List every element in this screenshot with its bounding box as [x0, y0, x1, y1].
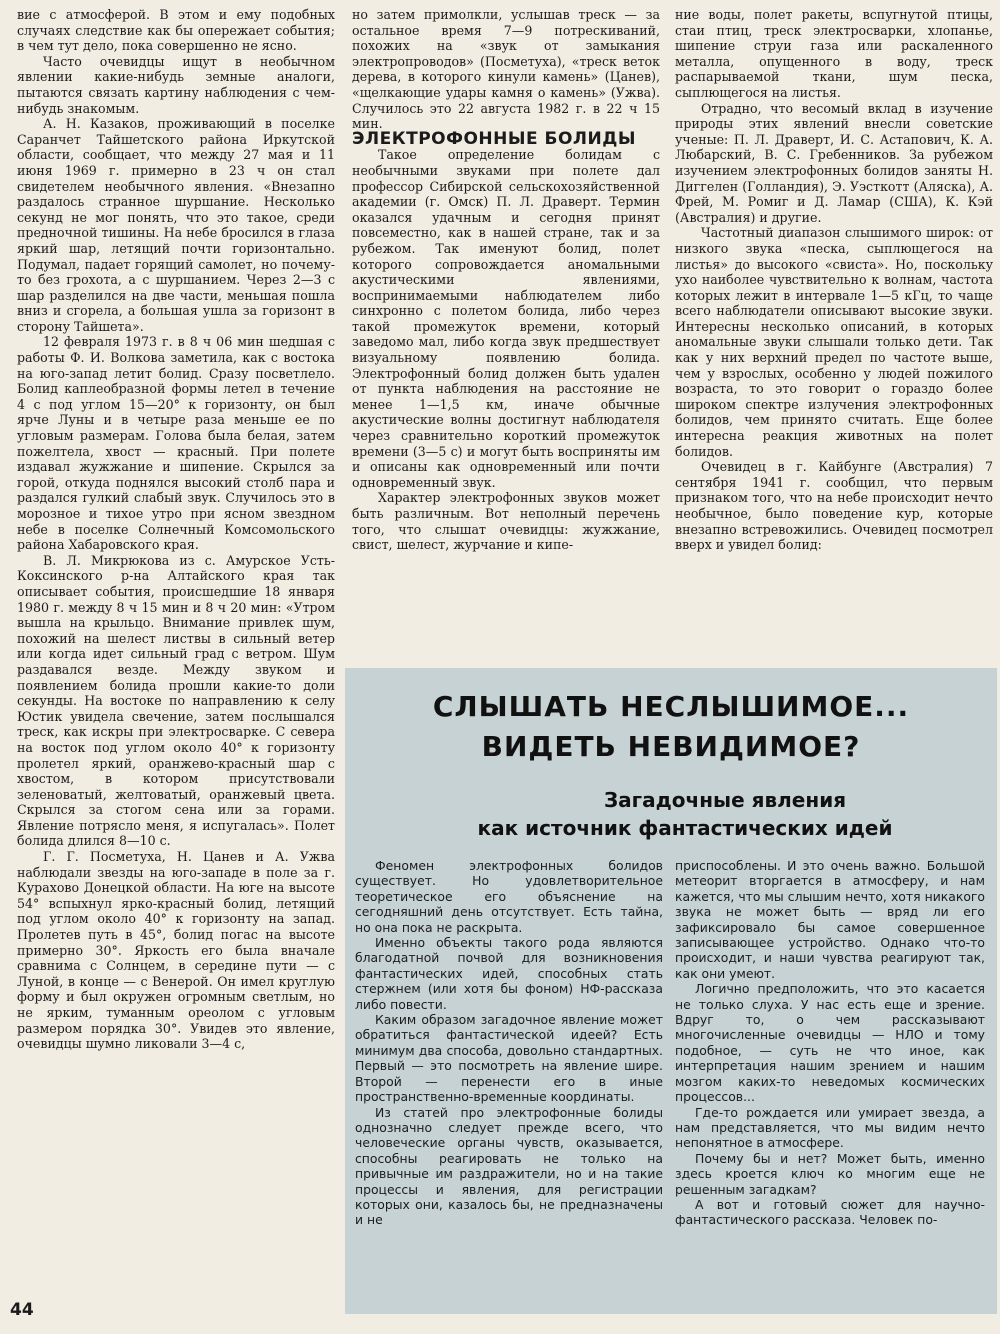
paragraph: Каким образом загадочное явление может обратиться фантастической идеей? Есть минимум два способа, довольно стандартных. Первый — это посмотреть на явление шире. Второй — перенести его в иные пространственно-временные координаты. [355, 1012, 663, 1105]
article-column-2 [352, 7, 660, 657]
paragraph: Отрадно, что весомый вклад в изучение природы этих явлений внесли советские ученые: П. Л. Драверт, И. С. Астапович, К. А. Любарский, В. С. Гребенников. За рубежом изучением электрофонных болидов заняты Н. Диггелен (Голландия), Э. Уэсткотт (Аляска), А. Фрей, М. Ромиг и Д. Ламар (США), К. Кэй (Австралия) и другие. [675, 100, 993, 225]
paragraph: Характер электрофонных звуков может быть различным. Вот неполный перечень того, что слышат очевидцы: жужжание, свист, шелест, журчание и кипе- [352, 490, 660, 553]
paragraph: А вот и готовый сюжет для научно-фантастического рассказа. Человек по- [675, 1196, 985, 1228]
sidebar-title: СЛЫШАТЬ НЕСЛЫШИМОЕ... [432, 690, 910, 723]
sidebar-box [345, 668, 997, 1314]
paragraph: Очевидец в г. Кайбунге (Австралия) 7 сентября 1941 г. сообщил, что первым признаком того, что на небе происходит нечто необычное, было поведение кур, которые внезапно встревожились. Очевидец посмотрел вверх и увидел болид: [675, 459, 993, 553]
paragraph: Такое определение болидам с необычными звуками при полете дал профессор Сибирской сельскохозяйственной академии (г. Омск) П. Л. Драверт. Термин оказался удачным и сегодня принят повсеместно, как в нашей стране, так и за рубежом. Так именуют болид, полет которого сопровождается аномальными акустическими явлениями, воспринимаемыми наблюдателем либо синхронно с полетом болида, либо через такой промежуток времени, который заведомо мал, либо когда звук предшествует визуальному появлению болида. Электрофонный болид должен быть удален от пункта наблюдения на расстояние не менее 1—1,5 км, иначе обычные акустические волны достигнут наблюдателя через сравнительно короткий промежуток времени (3—5 с) и могут быть восприняты им и описаны как одновременный или почти одновременный звук. [352, 147, 660, 490]
paragraph: Логично предположить, что это касается не только слуха. У нас есть еще и зрение. Вдруг то, о чем рассказывают многочисленные очевидцы — НЛО и тому подобное, — суть не что иное, как интерпретация нашим зрением и нашим мозгом каких-то неведомых космических процессов... [675, 981, 985, 1105]
paragraph: Почему бы и нет? Может быть, именно здесь кроется ключ ко многим еще не решенным загадкам? [675, 1150, 985, 1197]
paragraph: Часто очевидцы ищут в необычном явлении какие-нибудь земные аналоги, пытаются связать картину наблюдения с чем-нибудь знакомым. [17, 53, 335, 116]
article-column-3 [675, 7, 993, 657]
sidebar-column-2 [675, 858, 985, 1308]
paragraph: В. Л. Микрюкова из с. Амурское Усть-Коксинского р-на Алтайского края так описывает события, происшедшие 18 января 1980 г. между 8 ч 15 мин и 8 ч 20 мин: «Утром вышла на крыльцо. Внимание привлек шум, похожий на шелест листвы в сильный ветер или когда идет сильный град с ветром. Шум раздавался везде. Между звуком и появлением болида прошли какие-то доли секунды. На востоке по направлению к селу Юстик увидела свечение, затем послышался треск, как искры при электросварке. С севера на восток под углом около 40° к горизонту пролетел яркий, оранжево-красный шар с хвостом, в котором присутствовали зеленоватый, желтоватый, оранжевый цвета. Скрылся за стогом сена или за горами. Явление потрясло меня, я испугалась». Полет болида длился 8—10 с. [17, 552, 335, 849]
paragraph: вие с атмосферой. В этом и ему подобных случаях следствие как бы опережает события; в чем тут дело, пока совершенно не ясно. [17, 7, 335, 54]
paragraph: 12 февраля 1973 г. в 8 ч 06 мин шедшая с работы Ф. И. Волкова заметила, как с востока на юго-запад летит болид. Сразу посветлело. Болид каплеобразной формы летел в течение 4 с под углом 15—20° к горизонту, он был ярче Луны и в четыре раза меньше ее по угловым размерам. Голова была белая, затем пожелтела, хвост — красный. При полете издавал жужжание и шипение. Скрылся за горой, откуда поднялся высокий столб пара и раздался гулкий слабый звук. Случилось это в морозное и тихое утро при ясном звездном небе в поселке Солнечный Комсомольского района Хабаровского края. [17, 334, 335, 553]
article-column-1 [17, 7, 335, 1297]
sidebar-title: ВИДЕТЬ НЕВИДИМОЕ? [481, 730, 861, 763]
paragraph: Феномен электрофонных болидов существует. Но удовлетворительное теоретическое его объяснение на сегодняшний день отсутствует. Есть тайна, но она пока не раскрыта. [355, 858, 663, 935]
sidebar-subtitle: как источник фантастических идей [477, 816, 893, 840]
paragraph: Г. Г. Посметуха, Н. Цанев и А. Ужва наблюдали звезды на юго-западе в поле за г. Курахово Донецкой области. На юге на высоте 54° вспыхнул ярко-красный болид, летящий под углом около 40° к горизонту на запад. Пролетев путь в 45°, болид погас на высоте примерно 30°. Яркость его была вначале сравнима с Солнцем, в середине пути — с Луной, в конце — с Венерой. Он имел круглую форму и был окружен огромным светлым, но не ярким, туманным ореолом с угловым размером порядка 30°. Увидев это явление, очевидцы шумно ликовали 3—4 с, [17, 849, 335, 1052]
paragraph: ние воды, полет ракеты, вспугнутой птицы, стаи птиц, треск электросварки, хлопанье, шипение струи газа или раскаленного металла, опущенного в воду, треск распарываемой ткани, шум песка, сыплющегося на листья. [675, 7, 993, 100]
paragraph: Именно объекты такого рода являются благодатной почвой для возникновения фантастических идей, способных стать стержнем (или хотя бы фоном) НФ-рассказа либо повести. [355, 935, 663, 1012]
paragraph: Частотный диапазон слышимого широк: от низкого звука «песка, сыплющегося на листья» до высокого «свиста». Но, поскольку ухо наиболее чувствительно к волнам, частота которых лежит в интервале 1—5 кГц, то чаще всего наблюдатели описывают высокие звуки. Интересны несколько описаний, в которых аномальные звуки слышали только дети. Так как у них верхний предел по частоте выше, чем у взрослых, особенно у людей пожилого возраста, то это говорит о гораздо более широком спектре излучения электрофонных болидов, чем принято считать. Еще более интересна реакция животных на полет болидов. [675, 225, 993, 459]
sidebar-column-1 [355, 858, 663, 1308]
sidebar-subtitle: Загадочные явления [603, 788, 847, 812]
paragraph: Из статей про электрофонные болиды однозначно следует прежде всего, что человеческие органы чувств, оказывается, способны реагировать не только на привычные им раздражители, но и на такие процессы и явления, для регистрации которых они, казалось бы, не предназначены и не [355, 1104, 663, 1228]
section-heading: ЭЛЕКТРОФОННЫЕ БОЛИДЫ [352, 128, 637, 149]
paragraph: Где-то рождается или умирает звезда, а нам представляется, что мы видим нечто непонятное в атмосфере. [675, 1104, 985, 1151]
paragraph: приспособлены. И это очень важно. Большой метеорит вторгается в атмосферу, и нам кажется, что мы слышим нечто, хотя никакого звука не может быть — вряд ли его зафиксировало бы самое совершенное записывающее устройство. Однако что-то происходит, и наши чувства реагируют так, как они умеют. [675, 858, 985, 981]
page-number: 44 [10, 1300, 34, 1320]
paragraph: но затем примолкли, услышав треск — за остальное время 7—9 потрескиваний, похожих на «звук от замыкания электропроводов» (Посметуха), «треск веток дерева, в которого кинули камень» (Цанев), «щелкающие удары камня о камень» (Ужва). Случилось это 22 августа 1982 г. в 22 ч 15 мин. [352, 7, 660, 132]
paragraph: А. Н. Казаков, проживающий в поселке Саранчет Тайшетского района Иркутской области, сообщает, что между 27 мая и 11 июня 1969 г. примерно в 23 ч он стал свидетелем необычного явления. «Внезапно раздалось странное шуршание. Несколько секунд не мог понять, что это такое, среди предночной тишины. На небе бросился в глаза яркий шар, летящий почти горизонтально. Подумал, падает горящий самолет, но почему-то без грохота, а с шуршанием. Через 2—3 с шар разделился на две части, меньшая пошла вниз и сгорела, а большая ушла за горизонт в сторону Тайшета». [17, 116, 335, 334]
